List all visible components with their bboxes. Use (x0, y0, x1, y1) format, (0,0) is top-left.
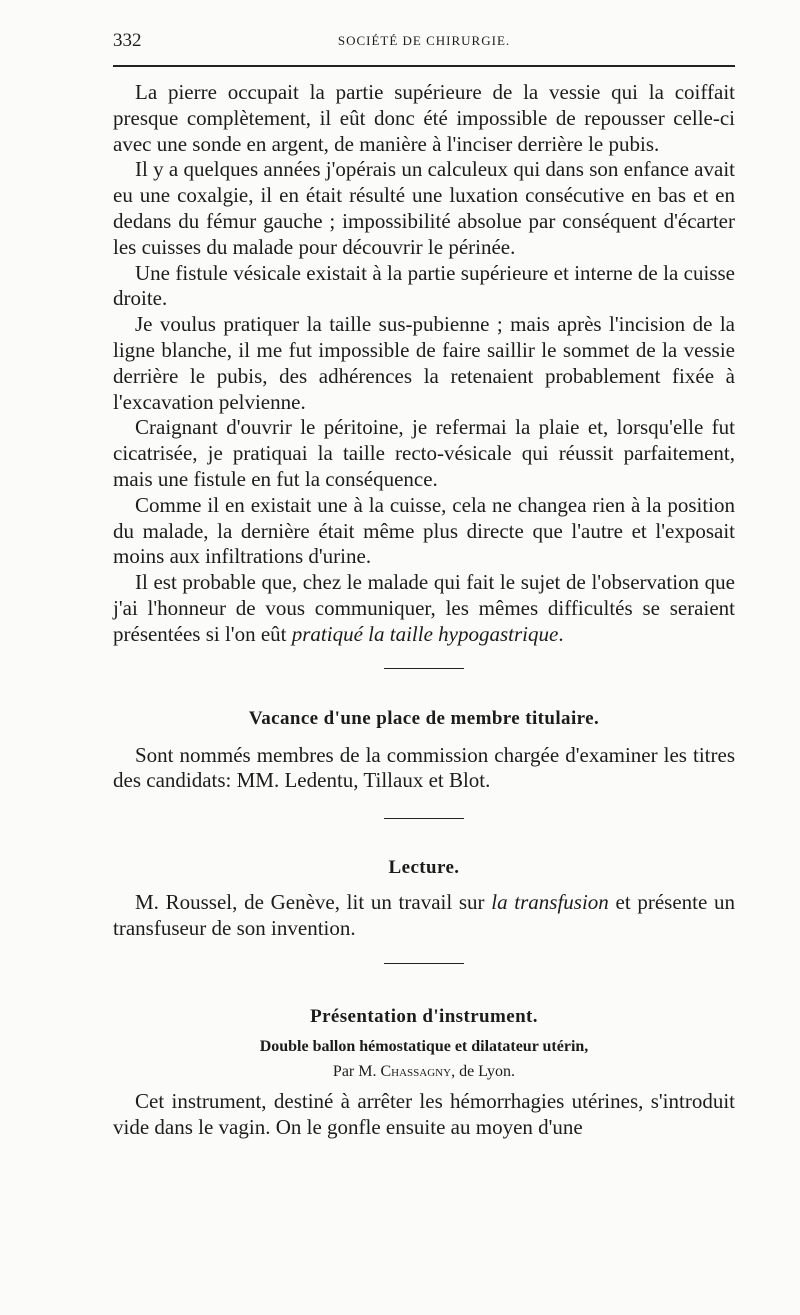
section-title-lecture: Lecture. (388, 857, 460, 879)
instrument-subtitle: Double ballon hémostatique et dilatateur utérin, (259, 1037, 589, 1055)
page-body (113, 80, 735, 1140)
paragraph-taille: Je voulus pratiquer la taille sus-pubienne ; mais après l'incision de la ligne blanche, il me fut impossible de faire saillir le sommet de la vessie derrière le pubis, des adhérences la retenaient probablement fixée à l'excavation pelvienne. (113, 312, 735, 414)
page-number: 332 (113, 30, 142, 51)
section-title-vacance: Vacance d'une place de membre titulaire. (248, 707, 600, 729)
paragraph-lecture: M. Roussel, de Genève, lit un travail sur la transfusion et présente un transfuseur de son invention. (113, 890, 736, 940)
running-title: SOCIÉTÉ DE CHIRURGIE. (337, 33, 511, 48)
section-separator (384, 668, 464, 669)
paragraph-vacance: Sont nommés membres de la commission chargée d'examiner les titres des candidats: MM. Ledentu, Tillaux et Blot. (113, 742, 735, 793)
paragraph-instrument: Cet instrument, destiné à arrêter les hémorrhagies utérines, s'introduit vide dans le vagin. On le gonfle ensuite au moyen d'une (113, 1088, 735, 1139)
section-title-instrument: Présentation d'instrument. (310, 1005, 538, 1027)
header-rule (113, 65, 735, 67)
italic-transfusion: la transfusion (491, 890, 609, 915)
paragraph-calculeux: Il y a quelques années j'opérais un calculeux qui dans son enfance avait eu une coxalgie, il en était résulté une luxation consécutive en bas et en dedans du fémur gauche ; impossibilité absolue par conséquent d'écarter les cuisses du malade pour découvrir le périnée. (113, 157, 735, 259)
paragraph-stone: La pierre occupait la partie supérieure de la vessie qui la coiffait presque complètement, il eût donc été impossible de repousser celle-ci avec une sonde en argent, de manière à l'inciser derrière le pubis. (113, 80, 735, 156)
italic-phrase: pratiqué la taille hypogastrique (291, 621, 559, 646)
paragraph-peritoine: Craignant d'ouvrir le péritoine, je refermai la plaie et, lorsqu'elle fut cicatrisée, je pratiquai la taille recto-vésicale qui réussit parfaitement, mais une fistule en fut la conséquence. (113, 415, 735, 491)
instrument-author: Par M. Chassagny, de Lyon. (332, 1062, 516, 1080)
paragraph-conclusion: Il est probable que, chez le malade qui fait le sujet de l'observation que j'ai l'honneur de vous communiquer, les mêmes difficultés se seraient présentées si l'on eût pratiqué la taille hypogastrique. (113, 570, 735, 646)
page-header (113, 30, 735, 60)
paragraph-fistule: Une fistule vésicale existait à la partie supérieure et interne de la cuisse droite. (113, 260, 735, 311)
paragraph-cuisse: Comme il en existait une à la cuisse, cela ne changea rien à la position du malade, la dernière était même plus directe que l'autre et l'exposait moins aux infiltrations d'urine. (113, 492, 735, 569)
section-separator (384, 818, 464, 819)
section-separator (384, 963, 464, 964)
